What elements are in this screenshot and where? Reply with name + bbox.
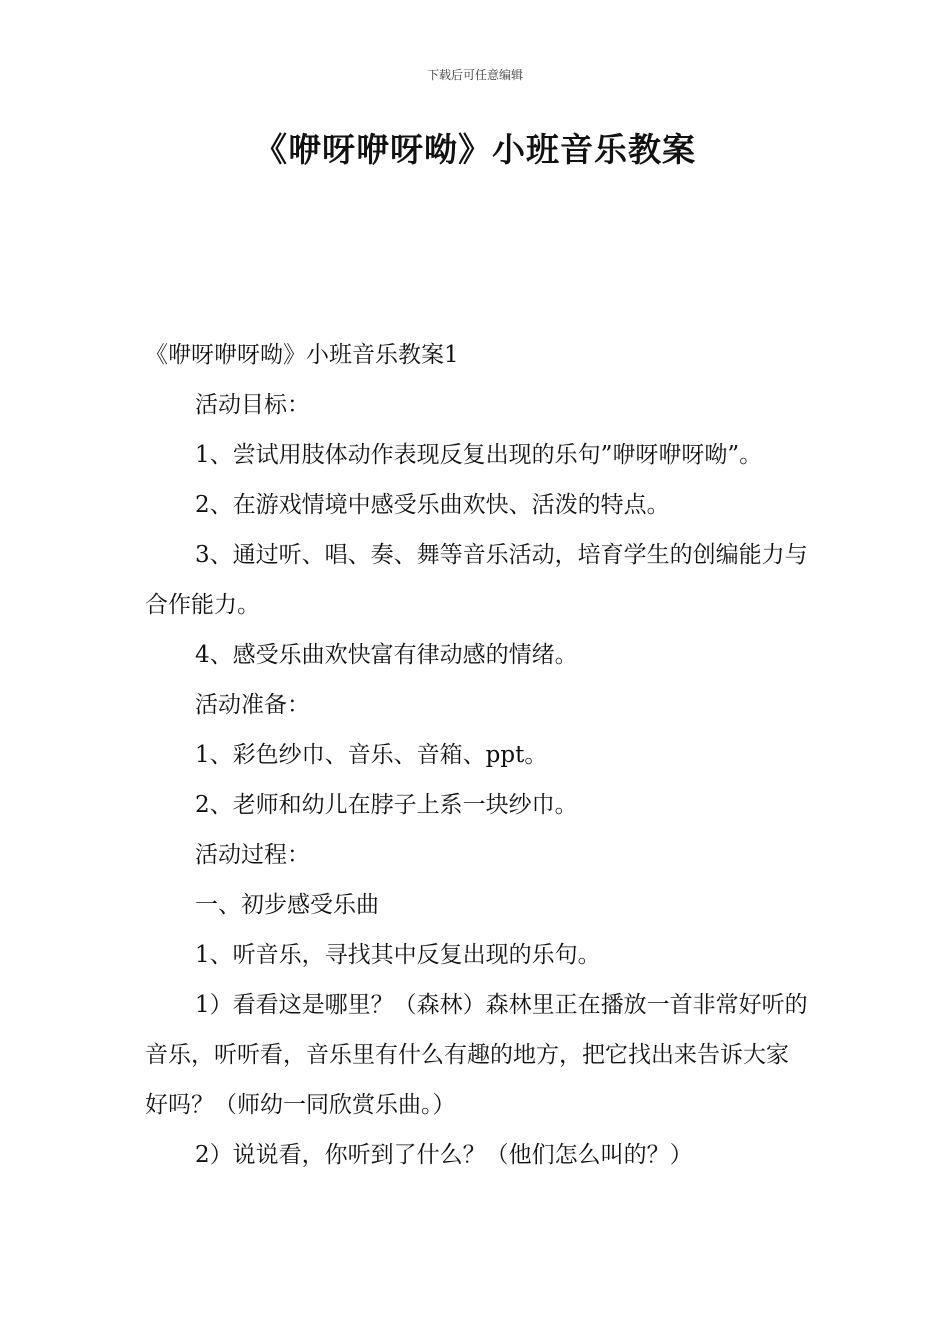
paragraph: 1、彩色纱巾、音乐、音箱、ppt。: [195, 742, 548, 768]
paragraph: 1）看看这是哪里？（森林）森林里正在播放一首非常好听的音乐，听听看，音乐里有什么有趣的地方，把它找出来告诉大家好吗？（师幼一同欣赏乐曲。）: [145, 992, 808, 1118]
document-body: [145, 330, 810, 1180]
paragraph: 1、听音乐，寻找其中反复出现的乐句。: [195, 942, 601, 968]
paragraph: 1、尝试用肢体动作表现反复出现的乐句”咿呀咿呀呦”。: [195, 442, 763, 468]
paragraph: 活动准备：: [195, 692, 310, 718]
section-heading: 《咿呀咿呀呦》小班音乐教案1: [145, 342, 459, 368]
paragraph: 4、感受乐曲欢快富有律动感的情绪。: [195, 642, 578, 668]
paragraph: 一、初步感受乐曲: [195, 892, 379, 918]
paragraph: 活动目标：: [195, 392, 310, 418]
paragraph: 2）说说看，你听到了什么？（他们怎么叫的？）: [195, 1142, 693, 1168]
paragraph: 2、在游戏情境中感受乐曲欢快、活泼的特点。: [195, 492, 670, 518]
paragraph: 2、老师和幼儿在脖子上系一块纱巾。: [195, 792, 578, 818]
paragraph: 3、通过听、唱、奏、舞等音乐活动，培育学生的创编能力与合作能力。: [145, 542, 808, 618]
document-title: 《咿呀咿呀呦》小班音乐教案: [254, 130, 696, 169]
paragraph: 活动过程：: [195, 842, 310, 868]
header-note: 下载后可任意编辑: [426, 68, 523, 82]
